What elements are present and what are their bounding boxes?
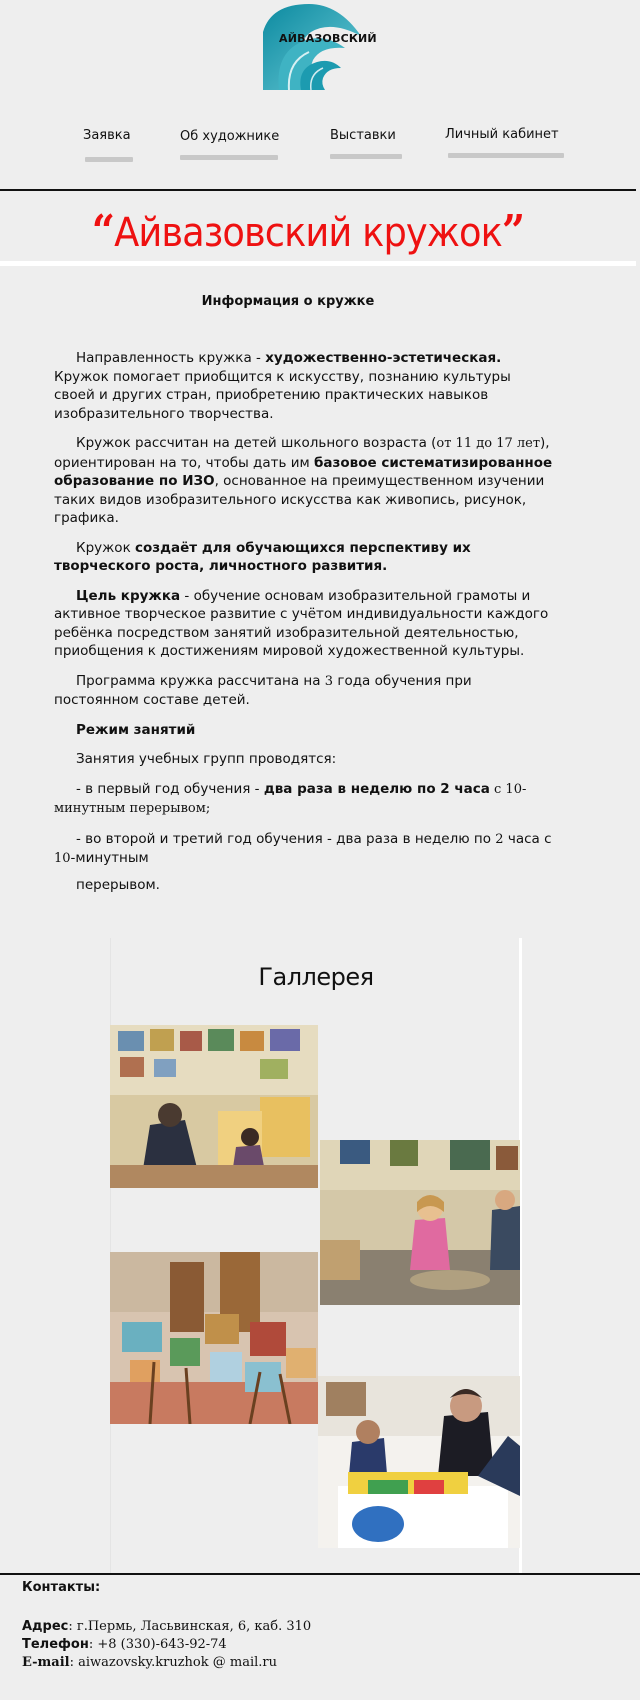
text: Занятия учебных групп проводятся: bbox=[76, 751, 337, 767]
text-bold: два раза в неделю по 2 часа bbox=[263, 780, 490, 797]
text: - в первый год обучения - bbox=[76, 780, 264, 797]
footer-divider bbox=[0, 1573, 640, 1575]
contacts-heading: Контакты: bbox=[22, 1580, 101, 1595]
paragraph-perspective bbox=[54, 539, 554, 576]
email-value[interactable]: : aiwazovsky.kruzhok @ mail.ru bbox=[69, 1655, 277, 1670]
nav-exhibitions[interactable]: Выставки bbox=[330, 128, 396, 143]
page-title-text: Айвазовский кружок bbox=[114, 210, 502, 256]
contact-address bbox=[22, 1619, 311, 1634]
info-heading: Информация о кружке bbox=[201, 294, 375, 309]
text-number: 3 bbox=[324, 673, 334, 689]
gallery-photo-3[interactable] bbox=[110, 1252, 318, 1424]
text: ), ориентирован на то, чтобы дать им bbox=[54, 435, 550, 471]
text: Кружок bbox=[76, 539, 136, 556]
address-value: : г.Пермь, Ласьвинская, 6, каб. 310 bbox=[68, 1619, 312, 1634]
text-number: 10 bbox=[54, 851, 71, 866]
text: Кружок помогает приобщится к искусству, познанию культуры своей и других стран, приобретению практических навыков изобразительного творчества. bbox=[54, 368, 511, 422]
text-bold: создаёт для обучающихся перспективу их творческого роста, личностного развития. bbox=[54, 539, 471, 574]
title-divider bbox=[0, 261, 636, 266]
gallery-photo-1[interactable] bbox=[110, 1025, 318, 1188]
gallery-title: Галлерея bbox=[258, 963, 374, 991]
paragraph-first-year bbox=[54, 780, 554, 819]
gallery-photo-2[interactable] bbox=[320, 1140, 520, 1305]
close-quote: ” bbox=[501, 206, 525, 257]
nav-about-artist[interactable]: Об художнике bbox=[180, 129, 280, 144]
text: - обучение основам изобразительной грамоты и активное творческое развитие с учётом индивидуальности каждого ребёнка посредством занятий изобразительной деятельностью, приобщения к достижениям мировой художественной культуры. bbox=[54, 587, 549, 659]
paragraph-groups bbox=[54, 750, 554, 769]
phone-label: Телефон bbox=[22, 1637, 89, 1652]
text-bold: художественно-эстетическая. bbox=[265, 350, 502, 366]
paragraph-audience bbox=[54, 434, 554, 528]
info-content bbox=[54, 349, 554, 905]
text-bold: базовое систематизированное образование по ИЗО bbox=[54, 454, 553, 489]
header-divider bbox=[0, 189, 636, 191]
page-title bbox=[25, 206, 592, 257]
wave-logo-icon[interactable] bbox=[261, 2, 381, 90]
nav-underline bbox=[180, 155, 278, 160]
text: -минутным bbox=[70, 850, 149, 866]
text-age: от 11 до 17 лет bbox=[436, 436, 541, 451]
text-bold: Режим занятий bbox=[76, 721, 196, 738]
contact-email bbox=[22, 1655, 277, 1670]
phone-value[interactable]: : +8 (330)-643-92-74 bbox=[88, 1637, 227, 1652]
nav-underline bbox=[330, 154, 402, 159]
text: перерывом. bbox=[76, 876, 160, 893]
nav-zayavka[interactable]: Заявка bbox=[83, 128, 131, 143]
text: Программа кружка рассчитана на bbox=[76, 672, 325, 689]
text: Направленность кружка - bbox=[76, 350, 266, 366]
open-quote: “ bbox=[91, 206, 115, 257]
paragraph-second-year bbox=[54, 830, 554, 869]
text-number: 2 bbox=[495, 831, 504, 847]
text: с 10-минутным перерывом; bbox=[54, 781, 527, 816]
paragraph-direction bbox=[54, 349, 554, 423]
text: Кружок рассчитан на детей школьного возраста ( bbox=[76, 435, 437, 451]
text: года обучения при постоянном составе детей. bbox=[54, 672, 472, 708]
gallery-photo-4[interactable] bbox=[318, 1376, 520, 1548]
text: - во второй и третий год обучения - два раза в неделю по bbox=[76, 830, 496, 847]
nav-personal-cabinet[interactable]: Личный кабинет bbox=[445, 127, 559, 142]
paragraph-goal bbox=[54, 587, 554, 661]
text: , основанное на преимущественном изучении таких видов изобразительного искусства как живопись, рисунок, графика. bbox=[54, 473, 545, 526]
text-bold: Цель кружка bbox=[76, 587, 181, 604]
paragraph-schedule-heading bbox=[54, 721, 554, 740]
paragraph-program bbox=[54, 672, 554, 710]
logo-text: АЙВАЗОВСКИЙ bbox=[279, 32, 377, 45]
contact-phone bbox=[22, 1637, 227, 1652]
text: часа с bbox=[503, 830, 552, 847]
paragraph-break bbox=[54, 876, 554, 895]
nav-underline bbox=[85, 157, 133, 162]
email-label: E-mail bbox=[22, 1655, 70, 1670]
nav-underline bbox=[448, 153, 564, 158]
address-label: Адрес bbox=[22, 1619, 69, 1634]
